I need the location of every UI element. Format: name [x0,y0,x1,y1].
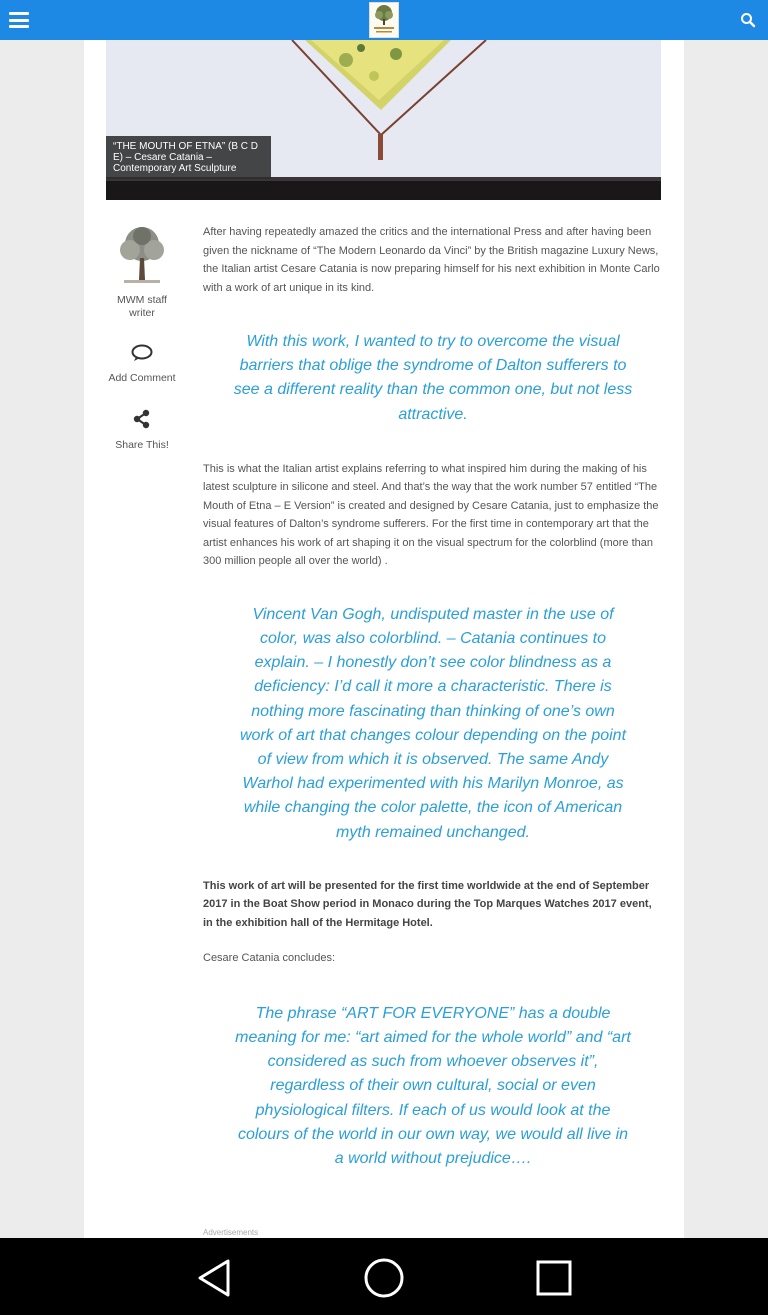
article-paragraph: After having repeatedly amazed the critics and the international Press and after having been given the nickname of “The Modern Leonardo da Vinci” by the British magazine Luxury News, the Italian artist Cesare Catania is now preparing himself for his next exhibition in Monte Carlo with a work of art unique in its kind. [203,226,660,294]
author-name[interactable]: MWM staff writer [117,294,167,319]
add-comment-label: Add Comment [108,372,176,384]
top-app-bar [0,0,768,40]
pull-quote: The phrase “ART FOR EVERYONE” has a double meaning for me: “art aimed for the whole world” and “art considered as such from whoever observes it”, regardless of their own cultural, social or even physiological filters. If each of us would look at the colours of the world in our own way, we would all live in a world without prejudice…. [235,1004,631,1168]
hero-image [106,40,661,200]
article-paragraph: Cesare Catania concludes: [203,952,336,965]
comment-icon [131,344,153,362]
share-button[interactable] [106,409,178,452]
share-label: Share This! [115,439,169,451]
system-navigation-bar [0,1238,768,1315]
image-caption: “THE MOUTH OF ETNA” (B C D E) – Cesare Catania – Contemporary Art Sculpture [106,136,271,179]
site-logo[interactable] [369,2,399,38]
hamburger-menu-icon[interactable] [9,12,29,28]
back-triangle-icon[interactable] [192,1256,236,1300]
home-circle-icon[interactable] [362,1256,406,1300]
search-icon[interactable] [740,12,756,28]
author-avatar[interactable] [114,224,170,286]
share-icon [132,409,152,429]
article-paragraph-bold: This work of art will be presented for the first time worldwide at the end of September 2017 in the Boat Show period in Monaco during the Top Marques Watches 2017 event, in the exhibition hall of the Hermitage Hotel. [203,879,652,929]
ads-label: Advertisements [203,1228,259,1237]
article-paragraph: This is what the Italian artist explains referring to what inspired him during the making of his latest sculpture in silicone and steel. And that’s the way that the work number 57 entitled “The Mouth of Etna – E Version” is created and designed by Cesare Catania, just to emphasize the visual features of Dalton’s syndrome sufferers. For the first time in contemporary art that the artist enhances his work of art shaping it on the visual spectrum for the colorblind (more than 300 million people all over the world) . [203,462,659,568]
add-comment-button[interactable] [106,344,178,385]
recents-square-icon[interactable] [532,1256,576,1300]
article-body [203,223,663,1171]
pull-quote: Vincent Van Gogh, undisputed master in the use of color, was also colorblind. – Catania continues to explain. – I honestly don’t see color blindness as a deficiency: I’d call it more a characteristic. There is nothing more fascinating than thinking of one’s own work of art that changes colour depending on the point of view from which it is observed. The same Andy Warhol had experimented with his Marilyn Monroe, as while changing the color palette, the icon of American myth remained unchanged. [239,605,627,841]
article-page [84,40,684,1238]
author-sidebar [106,224,178,452]
pull-quote: With this work, I wanted to try to overcome the visual barriers that oblige the syndrome of Dalton sufferers to see a different reality than the common one, but not less attractive. [233,333,633,423]
logo-tree-icon [370,3,398,37]
